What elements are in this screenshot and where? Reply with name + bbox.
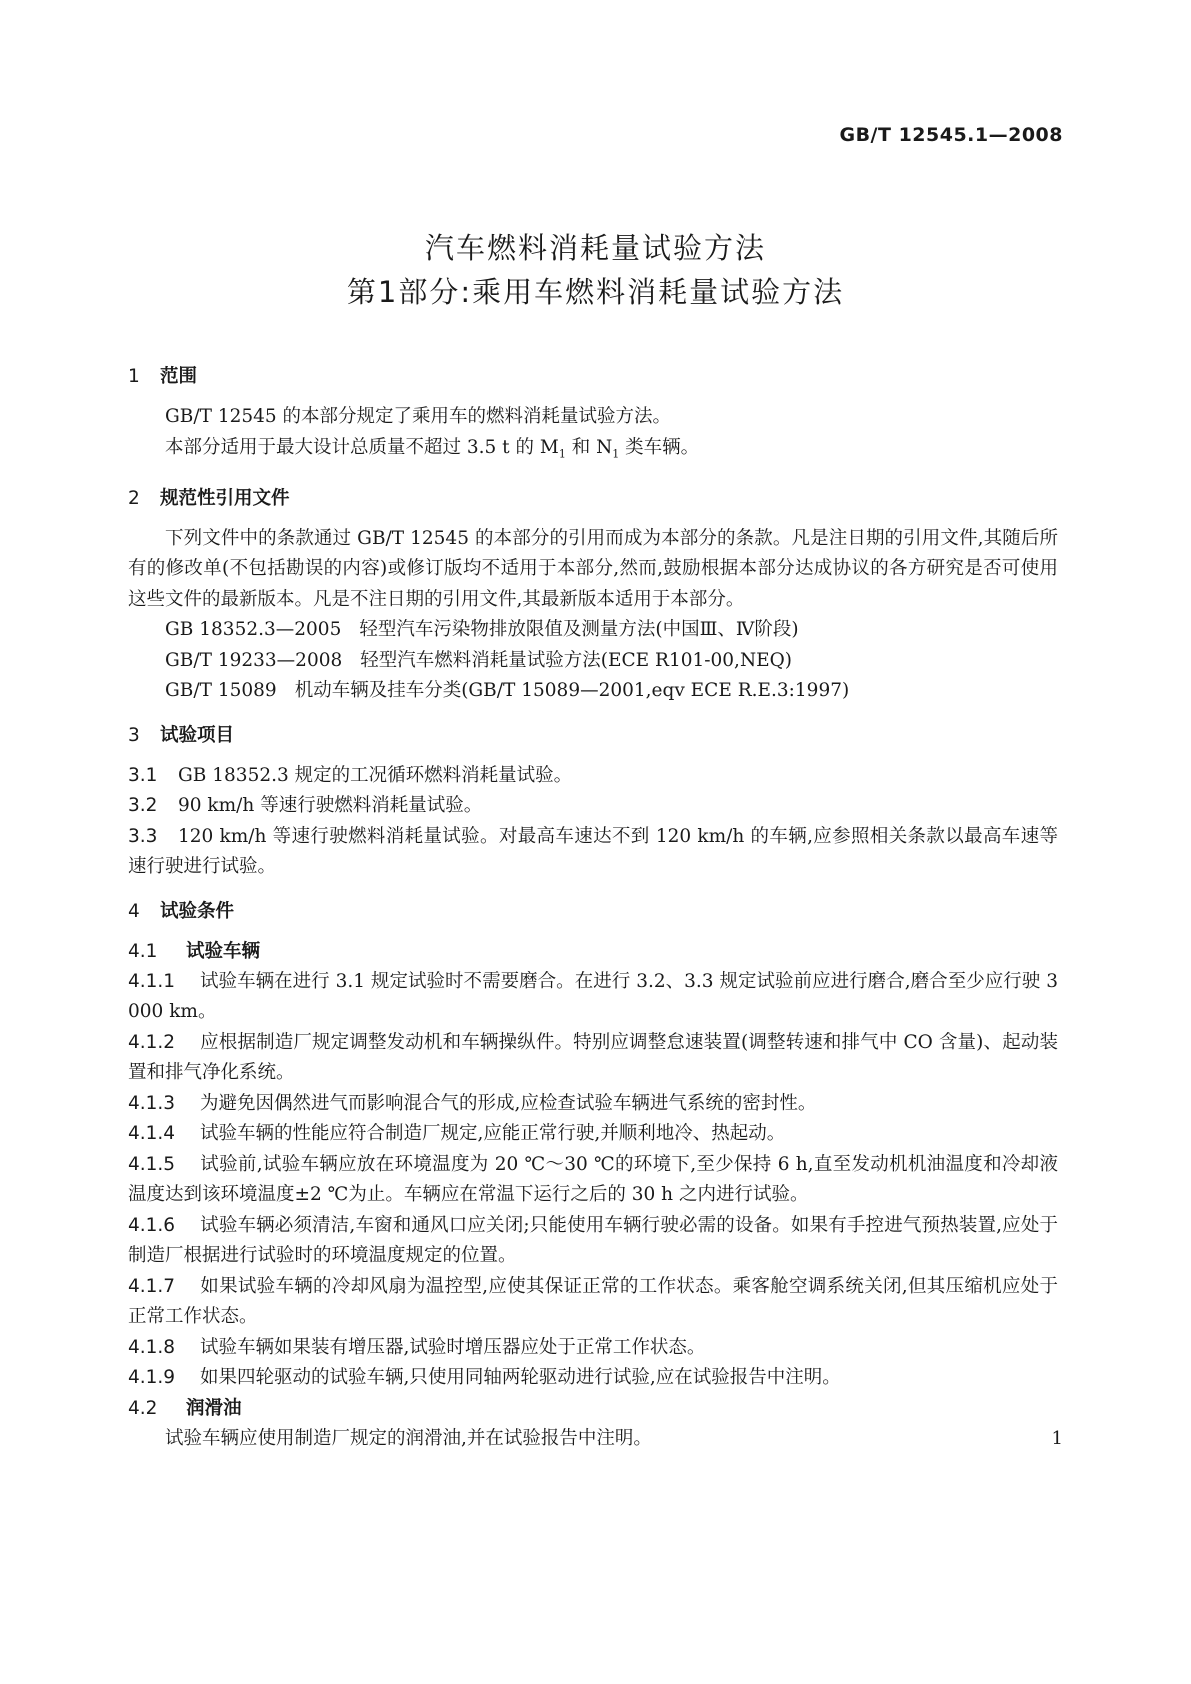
section-2-heading [128, 484, 1058, 514]
paragraph: 试验车辆应使用制造厂规定的润滑油,并在试验报告中注明。 [165, 1427, 652, 1449]
page-number: 1 [1051, 1428, 1063, 1449]
reference-item: GB/T 15089 机动车辆及挂车分类(GB/T 15089—2001,eqv ECE R.E.3:1997) [165, 680, 850, 702]
clause-item: 3.1 GB 18352.3 规定的工况循环燃料消耗量试验。 [128, 764, 573, 786]
clause-item: 4.1.4 试验车辆的性能应符合制造厂规定,应能正常行驶,并顺利地冷、热起动。 [128, 1123, 786, 1145]
clause-item: 4.1.3 为避免因偶然进气而影响混合气的形成,应检查试验车辆进气系统的密封性。 [128, 1092, 817, 1114]
section-number: 2 [128, 487, 140, 509]
paragraph: 下列文件中的条款通过 GB/T 12545 的本部分的引用而成为本部分的条款。凡是注日期的引用文件,其随后所有的修改单(不包括勘误的内容)或修订版均不适用于本部分,然而,鼓励根据本部分达成协议的各方研究是否可使用这些文件的最新版本。凡是不注日期的引用文件,其最新版本适用于本部分。 [128, 527, 1058, 610]
section-title: 范围 [160, 366, 198, 387]
clause-item: 4.1.9 如果四轮驱动的试验车辆,只使用同轴两轮驱动进行试验,应在试验报告中注明。 [128, 1367, 841, 1389]
section-number: 4 [128, 900, 140, 922]
clause-item: 4.1.2 应根据制造厂规定调整发动机和车辆操纵件。特别应调整怠速装置(调整转速和排气中 CO 含量)、起动装置和排气净化系统。 [128, 1031, 1058, 1084]
section-3-heading [128, 721, 1058, 751]
paragraph: 本部分适用于最大设计总质量不超过 3.5 t 的 $M_1$ 和 $N_1$ 类车辆。 [165, 436, 700, 461]
document-title [0, 226, 1191, 314]
clause-item: 4.1.5 试验前,试验车辆应放在环境温度为 20 ℃～30 ℃的环境下,至少保持 6 h,直至发动机机油温度和冷却液温度达到该环境温度±2 ℃为止。车辆应在常温下运行之后的 30 h 之内进行试验。 [128, 1153, 1058, 1206]
section-1-heading [128, 362, 1058, 392]
clause-item: 3.2 90 km/h 等速行驶燃料消耗量试验。 [128, 795, 483, 817]
subsection-4-1-heading: 4.1 试验车辆 [128, 940, 261, 962]
clause-item: 4.1.6 试验车辆必须清洁,车窗和通风口应关闭;只能使用车辆行驶必需的设备。如果有手控进气预热装置,应处于制造厂根据进行试验时的环境温度规定的位置。 [128, 1214, 1058, 1267]
reference-item: GB 18352.3—2005 轻型汽车污染物排放限值及测量方法(中国Ⅲ、Ⅳ阶段) [165, 619, 799, 641]
section-number: 1 [128, 366, 140, 387]
title-line-1: 汽车燃料消耗量试验方法 [424, 231, 766, 265]
paragraph: GB/T 12545 的本部分规定了乘用车的燃料消耗量试验方法。 [165, 406, 672, 427]
standard-code: GB/T 12545.1—2008 [839, 124, 1063, 146]
reference-item: GB/T 19233—2008 轻型汽车燃料消耗量试验方法(ECE R101-00,NEQ) [165, 649, 793, 671]
document-body [128, 362, 1058, 1454]
clause-item: 4.1.1 试验车辆在进行 3.1 规定试验时不需要磨合。在进行 3.2、3.3 规定试验前应进行磨合,磨合至少应行驶 3 000 km。 [128, 970, 1058, 1023]
clause-item: 3.3 120 km/h 等速行驶燃料消耗量试验。对最高车速达不到 120 km/h 的车辆,应参照相关条款以最高车速等速行驶进行试验。 [128, 825, 1058, 878]
clause-item: 4.1.7 如果试验车辆的冷却风扇为温控型,应使其保证正常的工作状态。乘客舱空调系统关闭,但其压缩机应处于正常工作状态。 [128, 1275, 1058, 1328]
section-4-heading [128, 897, 1058, 927]
title-line-2: 第1部分:乘用车燃料消耗量试验方法 [346, 275, 845, 309]
section-title: 试验条件 [160, 900, 235, 922]
subsection-4-2-heading: 4.2 润滑油 [128, 1397, 242, 1419]
section-title: 规范性引用文件 [160, 487, 290, 509]
clause-item: 4.1.8 试验车辆如果装有增压器,试验时增压器应处于正常工作状态。 [128, 1336, 706, 1358]
section-number: 3 [128, 724, 140, 746]
section-title: 试验项目 [160, 724, 235, 746]
